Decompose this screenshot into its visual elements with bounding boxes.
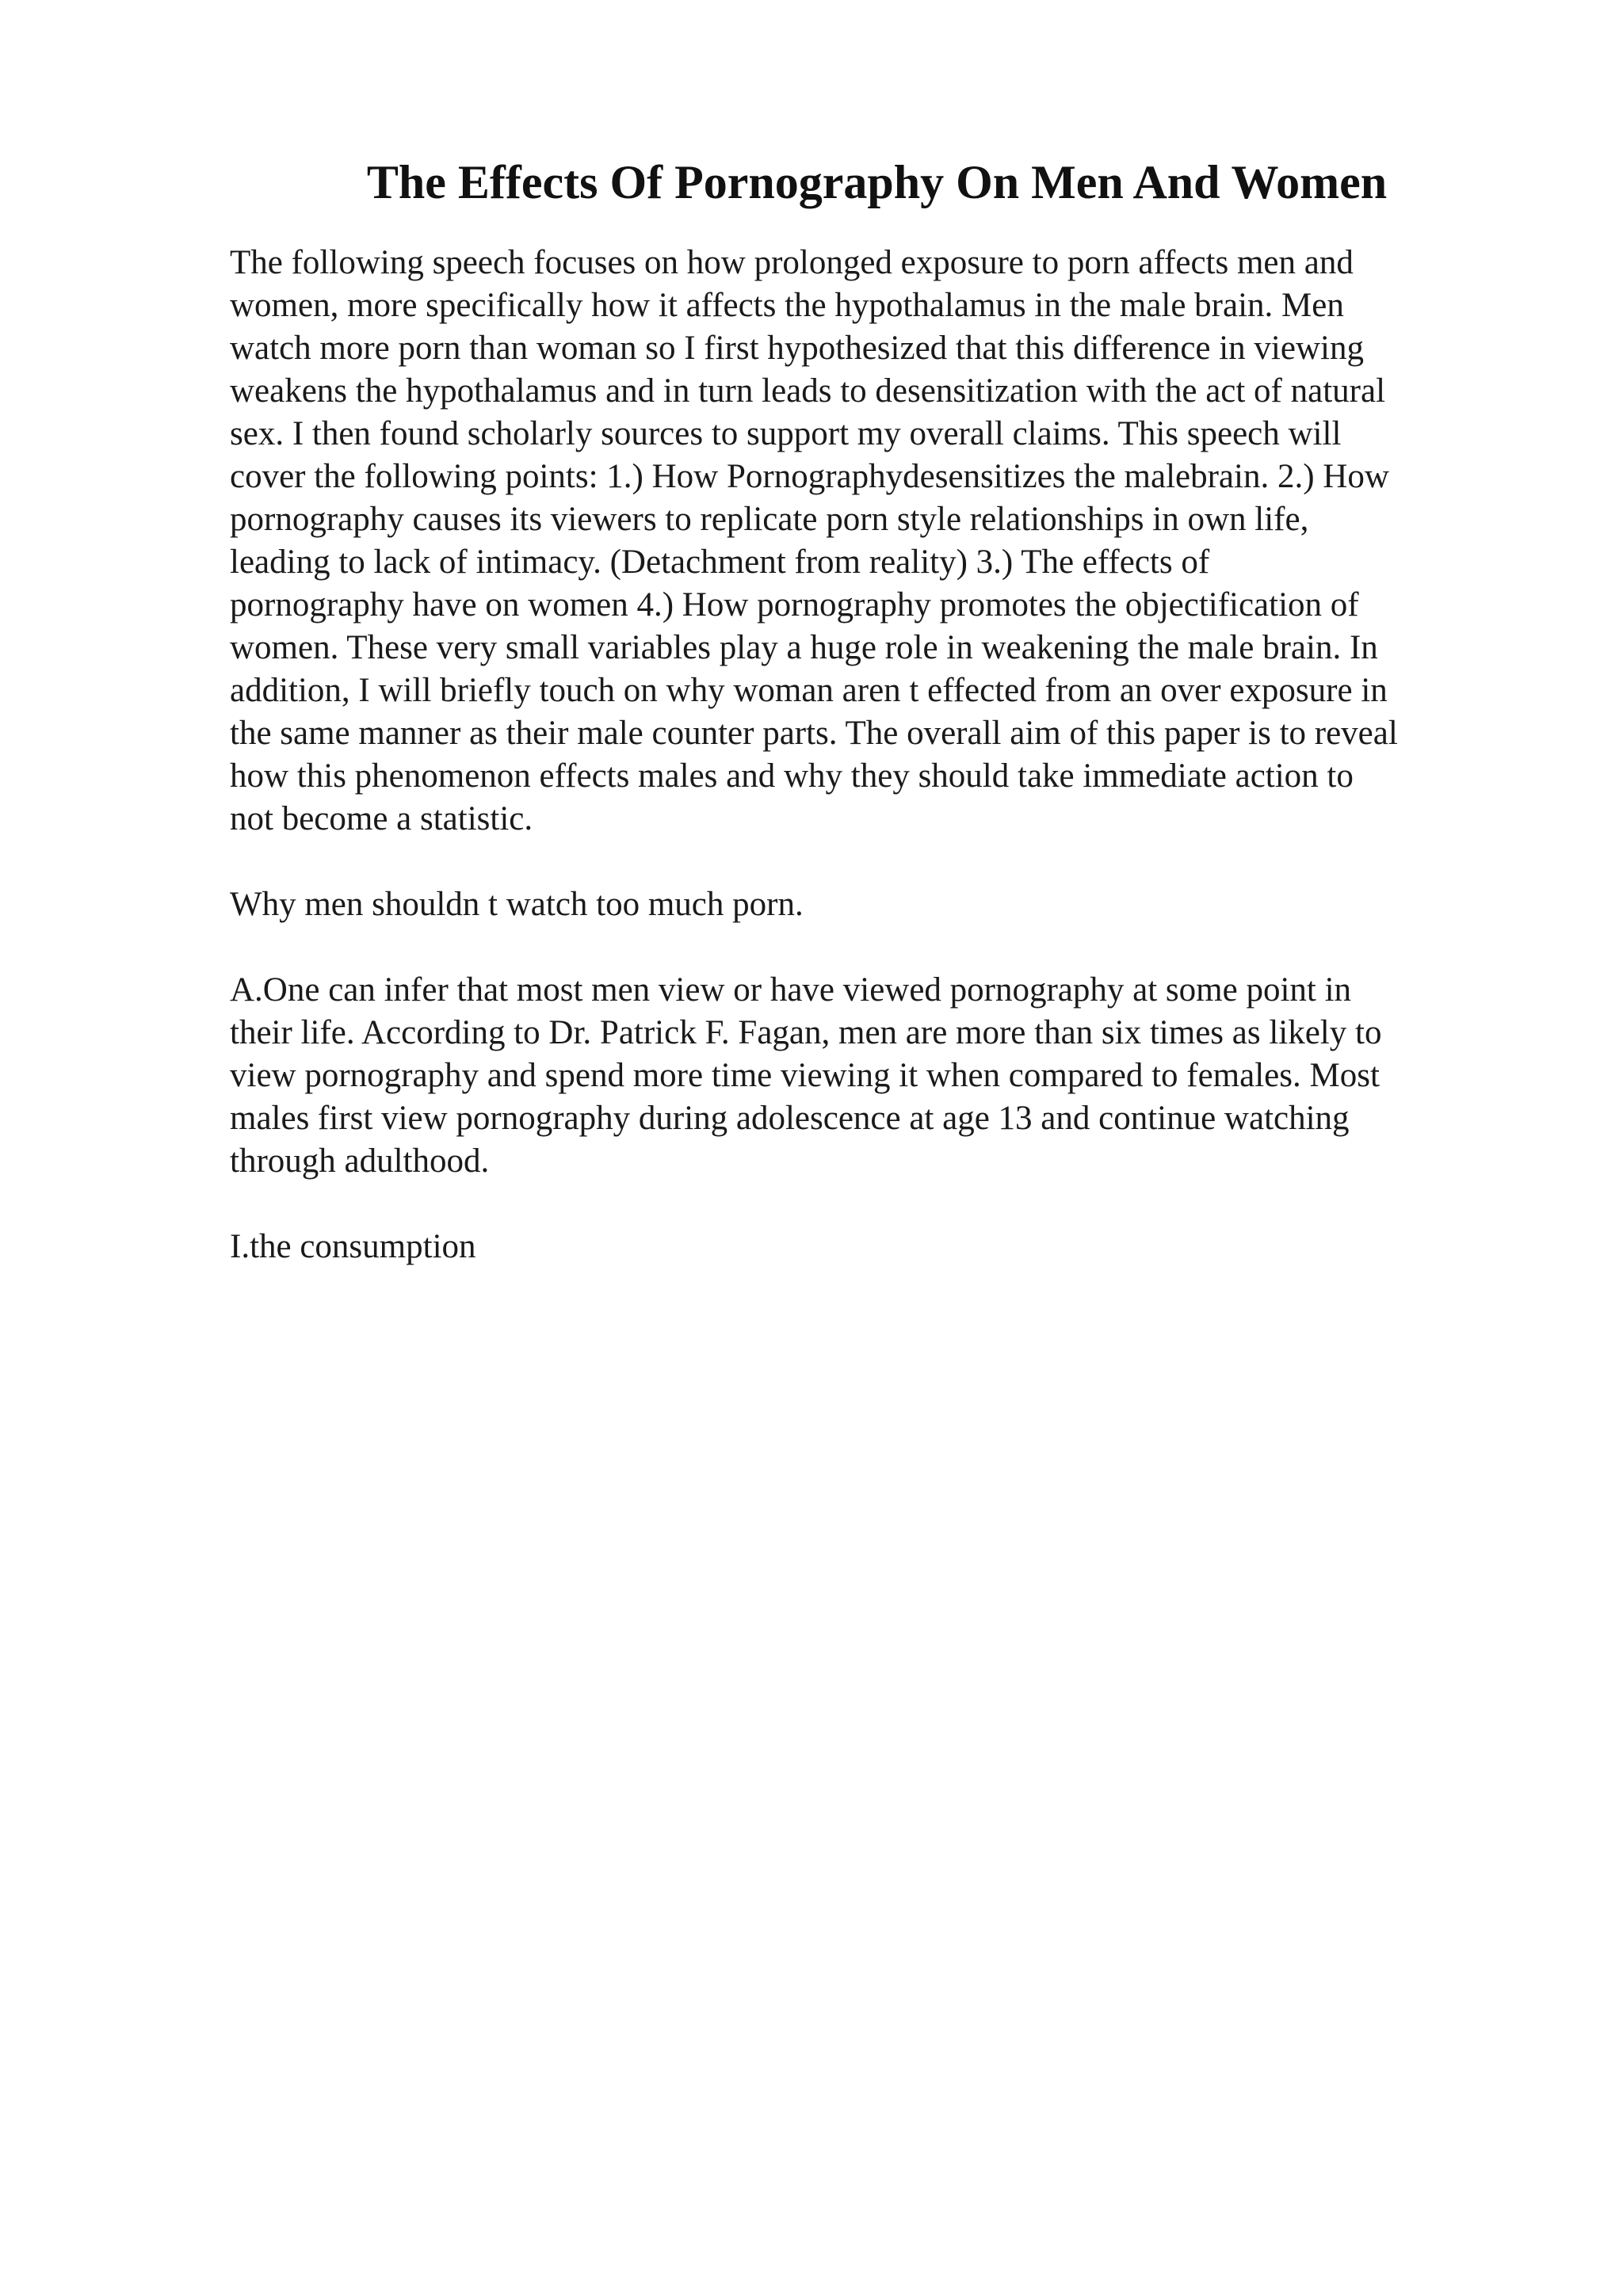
paragraph-line: Why men shouldn t watch too much porn.: [230, 886, 804, 923]
paragraph-line: the same manner as their male counter parts. The overall aim of this paper is to reveal: [230, 715, 1398, 752]
paragraph-line: through adulthood.: [230, 1142, 490, 1180]
paragraph-line: sex. I then found scholarly sources to support my overall claims. This speech will: [230, 415, 1342, 452]
paragraph-line: weakens the hypothalamus and in turn leads to desensitization with the act of natural: [230, 372, 1386, 410]
paragraph-line: not become a statistic.: [230, 800, 533, 837]
paragraph-line: I.the consumption: [230, 1228, 476, 1265]
paragraph-line: addition, I will briefly touch on why woman aren t effected from an over exposure in: [230, 672, 1388, 709]
paragraph-line: pornography have on women 4.) How pornography promotes the objectification of: [230, 586, 1359, 624]
paragraph-line: their life. According to Dr. Patrick F. Fagan, men are more than six times as likely to: [230, 1014, 1382, 1051]
paragraph-spacer: [230, 841, 1514, 883]
paragraph-line: how this phenomenon effects males and why they should take immediate action to: [230, 757, 1354, 795]
intro-paragraph: [230, 242, 1514, 841]
paragraph-line: view pornography and spend more time viewing it when compared to females. Most: [230, 1057, 1380, 1094]
paragraph-line: pornography causes its viewers to replicate porn style relationships in own life,: [230, 501, 1309, 538]
paragraph-line: males first view pornography during adolescence at age 13 and continue watching: [230, 1100, 1350, 1137]
paragraph-line: watch more porn than woman so I first hypothesized that this difference in viewing: [230, 330, 1364, 367]
point-i-paragraph: [230, 1226, 1514, 1268]
paragraph-line: leading to lack of intimacy. (Detachment from reality) 3.) The effects of: [230, 543, 1210, 581]
section-heading-paragraph: [230, 883, 1514, 926]
paragraph-line: cover the following points: 1.) How Pornographydesensitizes the malebrain. 2.) How: [230, 458, 1389, 495]
point-a-paragraph: [230, 969, 1514, 1183]
paragraph-line: women, more specifically how it affects the hypothalamus in the male brain. Men: [230, 287, 1344, 324]
paragraph-spacer: [230, 926, 1514, 969]
paragraph-spacer: [230, 1183, 1514, 1226]
paragraph-line: A.One can infer that most men view or have viewed pornography at some point in: [230, 971, 1352, 1009]
document-title: The Effects Of Pornography On Men And Women: [366, 156, 1388, 208]
document-body: [230, 242, 1514, 1268]
paragraph-line: women. These very small variables play a huge role in weakening the male brain. In: [230, 629, 1378, 666]
paragraph-line: The following speech focuses on how prolonged exposure to porn affects men and: [230, 244, 1354, 281]
